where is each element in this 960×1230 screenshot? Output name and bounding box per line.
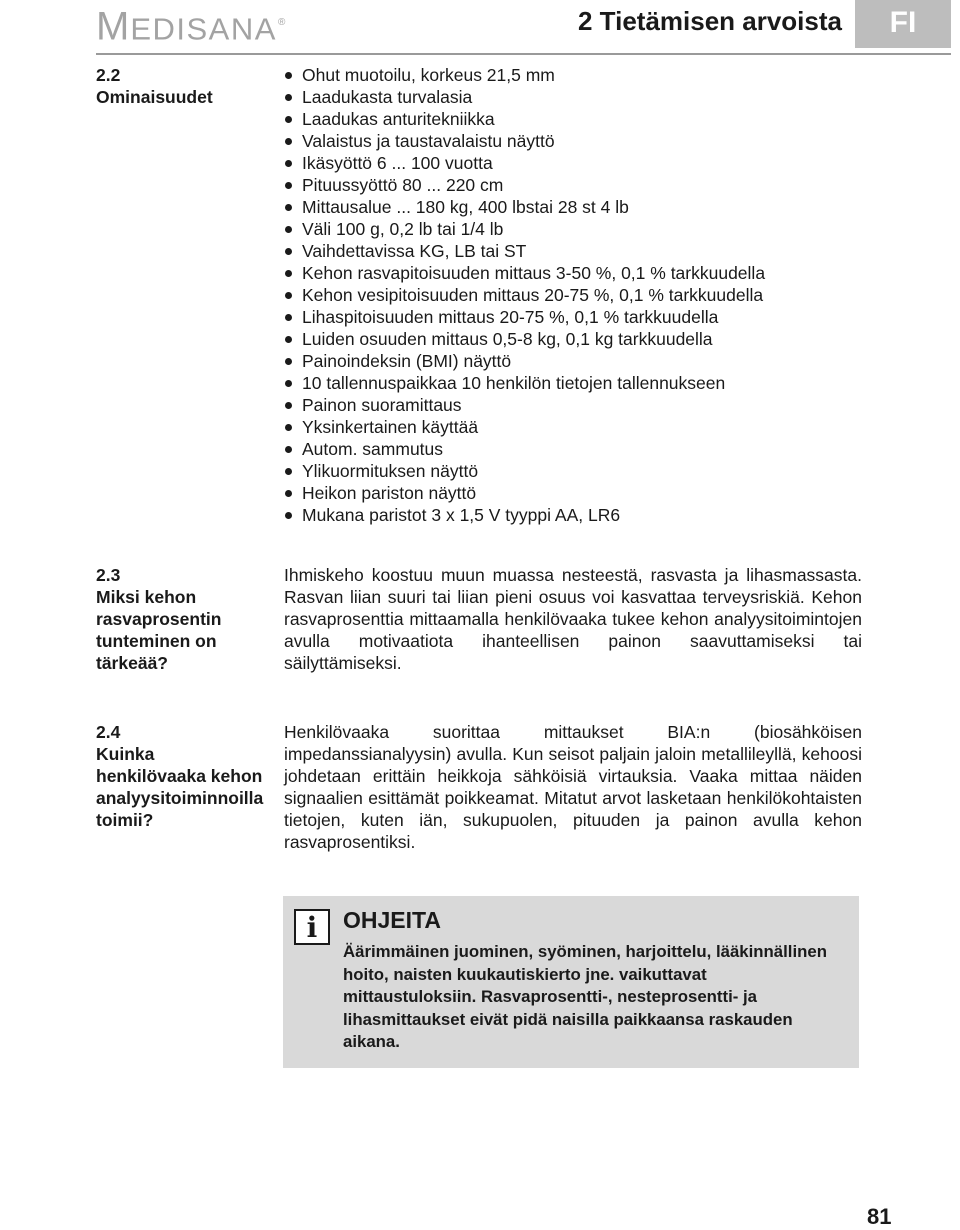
list-item: Luiden osuuden mittaus 0,5-8 kg, 0,1 kg tarkkuudella — [284, 328, 862, 350]
note-box — [283, 896, 859, 1068]
section-label — [96, 64, 296, 108]
list-item: Valaistus ja taustavalaistu näyttö — [284, 130, 862, 152]
language-tab: FI — [855, 0, 951, 48]
section-body — [284, 564, 862, 674]
list-item: Painoindeksin (BMI) näyttö — [284, 350, 862, 372]
list-item: Pituussyöttö 80 ... 220 cm — [284, 174, 862, 196]
section-heading-line: toimii? — [96, 810, 154, 830]
page-number: 81 — [867, 1204, 892, 1229]
brand-logo-name: EDISANA — [130, 11, 277, 47]
header-divider — [96, 53, 951, 55]
list-item: Kehon vesipitoisuuden mittaus 20-75 %, 0,1 % tarkkuudella — [284, 284, 862, 306]
list-item: Laadukas anturitekniikka — [284, 108, 862, 130]
brand-logo — [96, 3, 286, 49]
list-item: Laadukasta turvalasia — [284, 86, 862, 108]
section-heading-line: henkilövaaka kehon — [96, 766, 263, 786]
list-item: Ylikuormituksen näyttö — [284, 460, 862, 482]
list-item: Väli 100 g, 0,2 lb tai 1/4 lb — [284, 218, 862, 240]
list-item: Lihaspitoisuuden mittaus 20-75 %, 0,1 % tarkkuudella — [284, 306, 862, 328]
chapter-title: 2 Tietämisen arvoista — [578, 6, 842, 36]
list-item: Mukana paristot 3 x 1,5 V tyyppi AA, LR6 — [284, 504, 862, 526]
section-number: 2.2 — [96, 65, 121, 85]
info-icon: i — [294, 909, 330, 945]
note-title: OHJEITA — [343, 907, 441, 933]
list-item: Ikäsyöttö 6 ... 100 vuotta — [284, 152, 862, 174]
section-label — [96, 564, 296, 674]
note-text: Äärimmäinen juominen, syöminen, harjoittelu, lääkinnällinen hoito, naisten kuukautiskierto jne. vaikuttavat mittaustuloksiin. Rasvaprosentti-, nesteprosentti- ja lihasmittaukset eivät pidä naisilla paikkaansa raskauden aikana. — [343, 942, 827, 1051]
list-item: Mittausalue ... 180 kg, 400 lbstai 28 st 4 lb — [284, 196, 862, 218]
list-item: Yksinkertainen käyttää — [284, 416, 862, 438]
list-item: Autom. sammutus — [284, 438, 862, 460]
brand-logo-initial: M — [96, 4, 131, 49]
section-body — [284, 721, 862, 853]
section-heading-line: Kuinka — [96, 744, 155, 764]
list-item: Vaihdettavissa KG, LB tai ST — [284, 240, 862, 262]
section-heading-line: analyysitoiminnoilla — [96, 788, 264, 808]
registered-mark: ® — [277, 17, 287, 28]
feature-list — [284, 64, 862, 526]
section-heading-line: tärkeää? — [96, 653, 168, 673]
section-body — [284, 64, 862, 526]
section-heading-line: rasvaprosentin — [96, 609, 222, 629]
list-item: Painon suoramittaus — [284, 394, 862, 416]
section-heading: Ominaisuudet — [96, 87, 213, 107]
section-label — [96, 721, 296, 831]
section-heading-line: tunteminen on — [96, 631, 217, 651]
section-number: 2.4 — [96, 722, 121, 742]
list-item: 10 tallennuspaikkaa 10 henkilön tietojen tallennukseen — [284, 372, 862, 394]
list-item: Heikon pariston näyttö — [284, 482, 862, 504]
list-item: Kehon rasvapitoisuuden mittaus 3-50 %, 0,1 % tarkkuudella — [284, 262, 862, 284]
paragraph: Henkilövaaka suorittaa mittaukset BIA:n (biosähköisen impedanssianalyysin) avulla. Kun seisot paljain jaloin metallileyllä, kehoosi johdetaan erittäin heikkoja sähköisiä virtauksia. Vaaka mittaa näiden signaalien esittämät poikkeamat. Mitatut arvot lasketaan henkilökohtaisten tietojen, kuten iän, sukupuolen, pituuden ja painon avulla kehon rasvaprosentiksi. — [284, 722, 862, 852]
section-heading-line: Miksi kehon — [96, 587, 197, 607]
page-header — [0, 0, 960, 60]
list-item: Ohut muotoilu, korkeus 21,5 mm — [284, 64, 862, 86]
paragraph: Ihmiskeho koostuu muun muassa nesteestä, rasvasta ja lihasmassasta. Rasvan liian suuri tai liian pieni osuus voi kasvattaa terveysriskiä. Kehon rasvaprosenttia mittaamalla henkilövaaka tukee kehon analyysitoimintojen avulla motivaatiota ihanteellisen painon saavuttamiseksi tai säilyttämiseksi. — [284, 565, 862, 673]
section-number: 2.3 — [96, 565, 121, 585]
